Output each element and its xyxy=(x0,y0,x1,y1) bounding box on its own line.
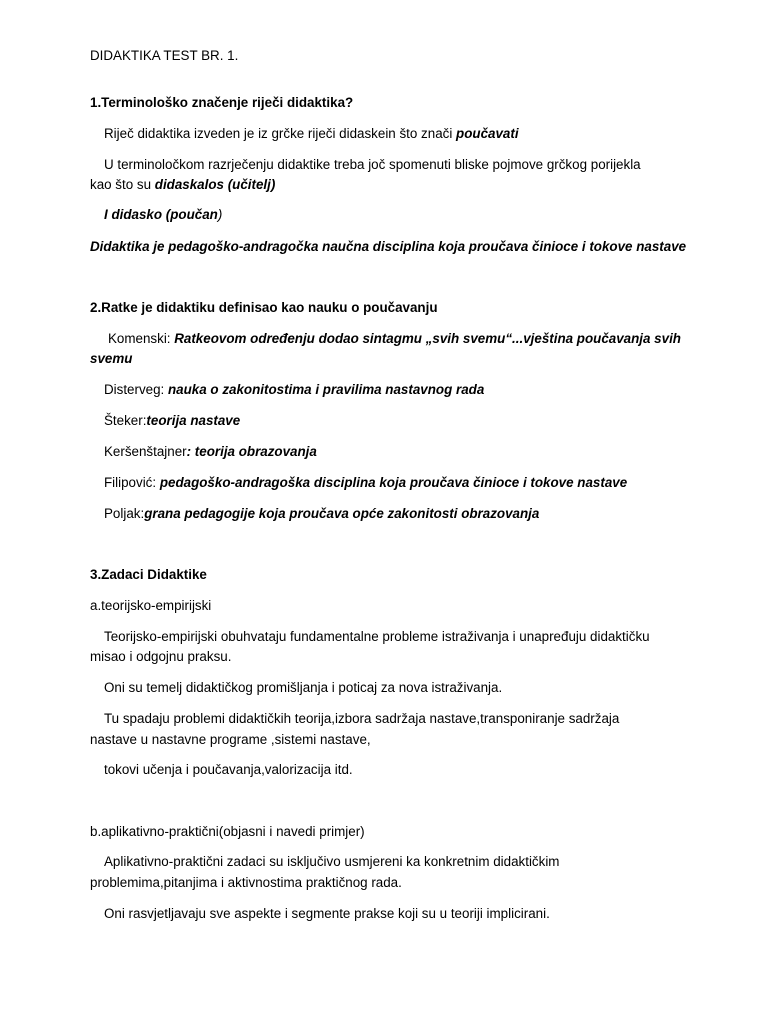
section-1-heading: 1.Terminološko značenje riječi didaktika? xyxy=(90,95,354,110)
author-label: Poljak: xyxy=(104,506,145,521)
definition-steker xyxy=(104,412,240,430)
subsection-b-paragraph-1-line-1: Aplikativno-praktični zadaci su isključivo usmjereni ka konkretnim didaktičkim xyxy=(104,854,560,869)
section-1-paragraph-2-line-2 xyxy=(90,176,275,194)
author-label: Šteker: xyxy=(104,413,147,428)
author-label: Disterveg: xyxy=(104,382,168,397)
subsection-a-paragraph-1-line-1: Teorijsko-empirijski obuhvataju fundamentalne probleme istraživanja i unapređuju didaktičku xyxy=(104,629,650,644)
document-title: DIDAKTIKA TEST BR. 1. xyxy=(90,48,239,63)
subsection-a-paragraph-3-line-1: Tu spadaju problemi didaktičkih teorija,izbora sadržaja nastave,transponiranje sadržaja xyxy=(104,711,620,726)
definition-text: pedagoško-andragoška disciplina koja proučava činioce i tokove nastave xyxy=(159,475,628,490)
definition-filipovic xyxy=(104,474,627,492)
definition-text: nauka o zakonitostima i pravilima nastavnog rada xyxy=(168,382,485,397)
komenski-line-2: svemu xyxy=(90,351,133,366)
section-3-heading: 3.Zadaci Didaktike xyxy=(90,567,207,582)
author-label: Keršenštajner xyxy=(104,444,187,459)
definition-kersenstajner xyxy=(104,443,317,461)
subsection-a-paragraph-1-line-2: misao i odgojnu praksu. xyxy=(90,649,232,664)
paragraph-text: kao što su xyxy=(90,177,155,192)
section-1-definition: Didaktika je pedagoško-andragočka naučna disciplina koja proučava činioce i tokove nastave xyxy=(90,239,687,254)
section-2-heading: 2.Ratke je didaktiku definisao kao nauku o poučavanju xyxy=(90,300,438,315)
definition-text: Ratkeovom određenju dodao sintagmu „svih svemu“...vještina poučavanja svih xyxy=(174,331,681,346)
definition-disterveg xyxy=(104,381,484,399)
subsection-a-label: a.teorijsko-empirijski xyxy=(90,598,212,613)
subsection-a-paragraph-3-line-2: nastave u nastavne programe ,sistemi nastave, xyxy=(90,732,371,747)
author-label: Filipović: xyxy=(104,475,160,490)
definition-text: grana pedagogije koja proučava opće zakonitosti obrazovanja xyxy=(144,506,540,521)
subsection-a-paragraph-4: tokovi učenja i poučavanja,valorizacija itd. xyxy=(104,762,353,777)
subsection-b-paragraph-1-line-2: problemima,pitanjima i aktivnostima praktičnog rada. xyxy=(90,875,402,890)
definition-text: : teorija obrazovanja xyxy=(186,444,317,459)
definition-text: teorija nastave xyxy=(146,413,241,428)
paragraph-text: Riječ didaktika izveden je iz grčke riječi didaskein što znači xyxy=(104,126,457,141)
emphasis-text: didaskalos (učitelj) xyxy=(154,177,276,192)
subsection-a-paragraph-2: Oni su temelj didaktičkog promišljanja i poticaj za nova istraživanja. xyxy=(104,680,503,695)
subsection-b-paragraph-2: Oni rasvjetljavaju sve aspekte i segmente prakse koji su u teoriji implicirani. xyxy=(104,906,550,921)
author-label: Komenski: xyxy=(108,331,175,346)
subsection-b-label: b.aplikativno-praktični(objasni i navedi primjer) xyxy=(90,824,365,839)
komenski-line-1 xyxy=(108,330,681,348)
emphasis-text: I didasko (poučan xyxy=(104,207,218,222)
section-1-paragraph-1 xyxy=(104,125,519,143)
section-1-paragraph-3 xyxy=(104,206,222,224)
section-1-paragraph-2-line-1: U terminoločkom razrječenju didaktike treba joč spomenuti bliske pojmove grčkog porijekla xyxy=(104,157,641,172)
emphasis-text: poučavati xyxy=(456,126,519,141)
definition-poljak xyxy=(104,505,539,523)
paragraph-text: ) xyxy=(217,207,223,222)
